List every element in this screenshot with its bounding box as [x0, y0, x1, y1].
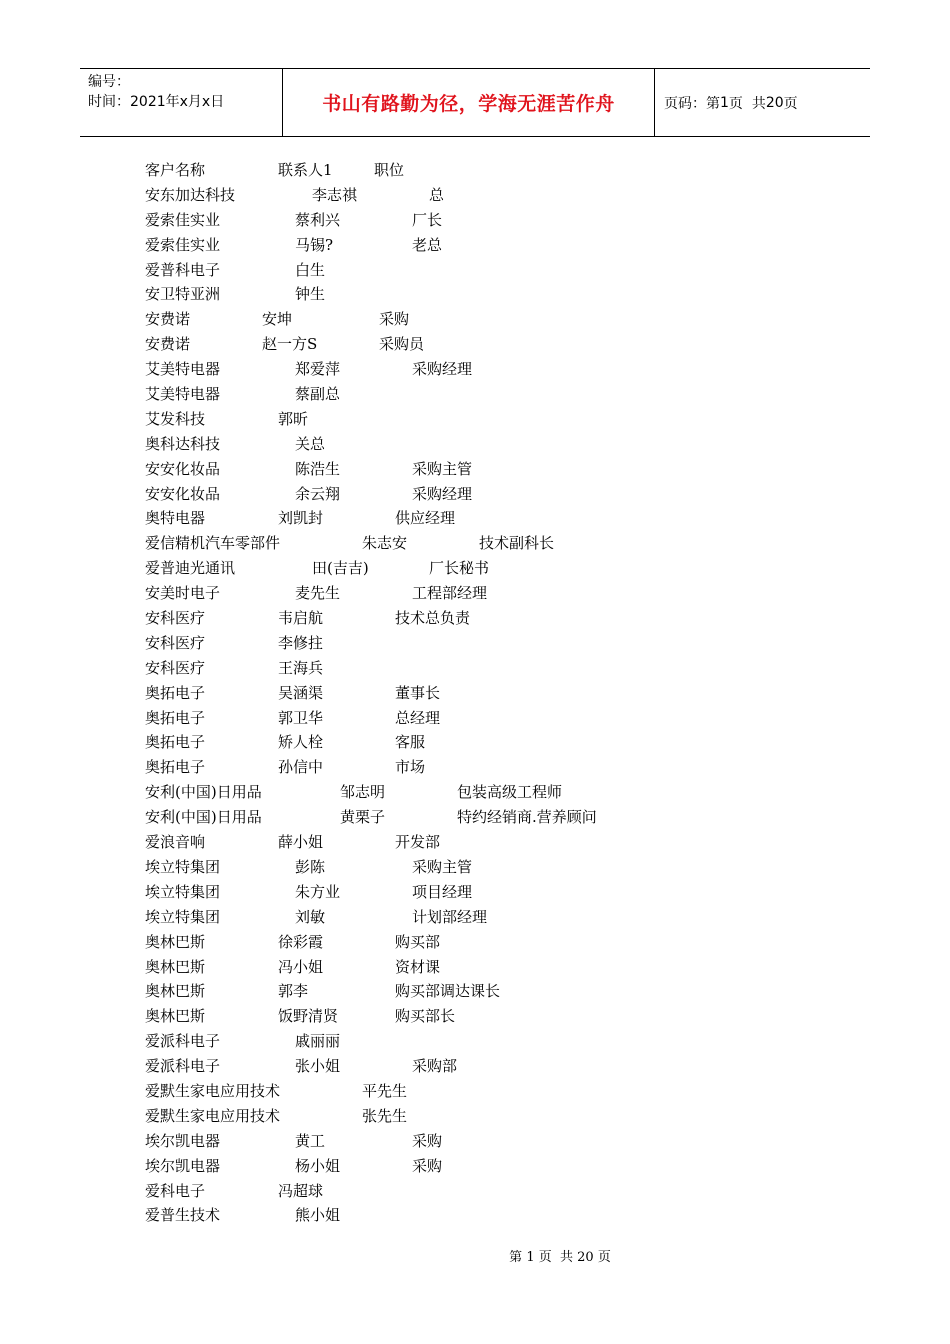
contact-name: 马锡? [295, 235, 334, 254]
page-suffix: 页 [783, 95, 798, 112]
contact-title: 采购主管 [412, 857, 473, 876]
contact-title: 老总 [412, 235, 443, 254]
customer-name: 爱信精机汽车零部件 [145, 534, 281, 553]
contact-name: 李志祺 [312, 185, 358, 204]
customer-name: 爱索佳实业 [145, 235, 221, 254]
customer-name: 埃立特集团 [145, 907, 221, 926]
contact-title: 包装高级工程师 [457, 783, 563, 802]
contact-name: 矫人栓 [278, 733, 324, 752]
customer-name: 安东加达科技 [145, 185, 236, 204]
customer-name: 安科医疗 [145, 633, 206, 652]
customer-name: 艾美特电器 [145, 360, 221, 379]
contact-name: 薛小姐 [278, 833, 324, 852]
contact-name: 刘凯封 [278, 509, 324, 528]
customer-name: 奥科达科技 [145, 434, 221, 453]
customer-name: 艾发科技 [145, 409, 206, 428]
contact-name: 李修拄 [278, 633, 324, 652]
contact-name: 彭陈 [295, 857, 326, 876]
header-motto-cell [283, 69, 655, 136]
contact-name: 刘敏 [295, 907, 326, 926]
page-footer [0, 1246, 950, 1265]
contact-title: 采购 [412, 1131, 443, 1150]
customer-name: 艾美特电器 [145, 385, 221, 404]
page-prefix: 页码：第 [664, 95, 720, 112]
customer-name: 爱普迪光通讯 [145, 559, 236, 578]
contact-name: 白生 [295, 260, 326, 279]
contact-name: 田(吉吉) [312, 559, 369, 578]
customer-name: 安利(中国)日用品 [145, 808, 262, 827]
page-total: 20 [765, 94, 784, 111]
contact-name: 张小姐 [295, 1057, 341, 1076]
customer-name: 安卫特亚洲 [145, 285, 221, 304]
contact-name: 赵一方S [262, 335, 318, 354]
page-header [80, 68, 870, 137]
customer-name: 奥拓电子 [145, 683, 206, 702]
contact-name: 冯超球 [278, 1181, 324, 1200]
page-mid: 页 共 [728, 95, 766, 112]
contact-title: 特约经销商.营养顾问 [457, 808, 597, 827]
contact-title: 供应经理 [395, 509, 456, 528]
contact-name: 陈浩生 [295, 459, 341, 478]
contact-name: 徐彩霞 [278, 932, 324, 951]
contact-title: 项目经理 [412, 882, 473, 901]
customer-name: 奥林巴斯 [145, 932, 206, 951]
contact-name: 吴涵渠 [278, 683, 324, 702]
customer-name: 安费诺 [145, 335, 191, 354]
contact-name: 余云翔 [295, 484, 341, 503]
customer-name: 埃立特集团 [145, 857, 221, 876]
contact-name: 朱方业 [295, 882, 341, 901]
contact-title: 采购员 [379, 335, 425, 354]
contact-title: 购买部 [395, 932, 441, 951]
contact-name: 关总 [295, 434, 326, 453]
customer-name: 奥特电器 [145, 509, 206, 528]
customer-name: 奥拓电子 [145, 708, 206, 727]
contact-name: 郭李 [278, 982, 309, 1001]
customer-name: 安科医疗 [145, 658, 206, 677]
customer-name: 安费诺 [145, 310, 191, 329]
footer-prefix: 第 [509, 1250, 523, 1265]
contact-name: 冯小姐 [278, 957, 324, 976]
customer-name: 安安化妆品 [145, 484, 221, 503]
page-current: 1 [720, 94, 729, 111]
customer-name: 客户名称 [145, 161, 206, 179]
customer-name: 爱默生家电应用技术 [145, 1081, 281, 1100]
customer-name: 爱普科电子 [145, 260, 221, 279]
contact-title: 开发部 [395, 833, 441, 852]
contact-name: 麦先生 [295, 584, 341, 603]
contact-title: 总经理 [395, 708, 441, 727]
customer-name: 爱派科电子 [145, 1032, 221, 1051]
customer-name: 安安化妆品 [145, 459, 221, 478]
contact-name: 饭野清贤 [278, 1007, 339, 1026]
contact-name: 蔡利兴 [295, 210, 341, 229]
customer-name: 奥林巴斯 [145, 1007, 206, 1026]
contact-name: 戚丽丽 [295, 1032, 341, 1051]
customer-name: 奥拓电子 [145, 733, 206, 752]
footer-suffix: 页 [597, 1250, 611, 1265]
customer-name: 埃尔凯电器 [145, 1156, 221, 1175]
customer-name: 埃立特集团 [145, 882, 221, 901]
contact-title: 总 [429, 185, 445, 204]
contact-name: 郭卫华 [278, 708, 324, 727]
footer-page-total: 20 [577, 1250, 594, 1265]
customer-name: 奥林巴斯 [145, 957, 206, 976]
contact-title: 采购经理 [412, 484, 473, 503]
customer-name: 爱普生技术 [145, 1206, 221, 1225]
contact-name: 韦启航 [278, 609, 324, 628]
header-page-cell [655, 69, 870, 136]
customer-name: 埃尔凯电器 [145, 1131, 221, 1150]
contact-name: 熊小姐 [295, 1206, 341, 1225]
contact-title: 采购 [412, 1156, 443, 1175]
contact-name: 平先生 [362, 1081, 408, 1100]
customer-name: 安美时电子 [145, 584, 221, 603]
customer-name: 安科医疗 [145, 609, 206, 628]
contact-name: 蔡副总 [295, 385, 341, 404]
contact-name: 郑爱萍 [295, 360, 341, 379]
contact-title: 采购 [379, 310, 410, 329]
contact-name: 张先生 [362, 1106, 408, 1125]
customer-name: 奥林巴斯 [145, 982, 206, 1001]
footer-mid: 页 共 [538, 1250, 573, 1265]
footer-page-current: 1 [526, 1250, 535, 1265]
contact-name: 联系人1 [278, 161, 333, 179]
contact-title: 工程部经理 [412, 584, 488, 603]
contact-name: 杨小姐 [295, 1156, 341, 1175]
contact-title: 职位 [374, 161, 405, 179]
contact-name: 黄工 [295, 1131, 326, 1150]
contact-name: 安坤 [262, 310, 293, 329]
contact-title: 资材课 [395, 957, 441, 976]
contact-name: 黄栗子 [340, 808, 386, 827]
contact-title: 计划部经理 [412, 907, 488, 926]
time-label: 时间：2021年x月x日 [88, 94, 225, 110]
contact-name: 钟生 [295, 285, 326, 304]
contact-title: 采购部 [412, 1057, 458, 1076]
contact-name: 孙信中 [278, 758, 324, 777]
motto-text: 书山有路勤为径，学海无涯苦作舟 [322, 93, 615, 115]
header-meta-cell [80, 69, 283, 136]
number-label: 编号： [88, 74, 130, 90]
customer-name: 安利(中国)日用品 [145, 783, 262, 802]
contact-title: 厂长秘书 [429, 559, 490, 578]
contact-title: 采购经理 [412, 360, 473, 379]
contact-name: 朱志安 [362, 534, 408, 553]
customer-name: 爱默生家电应用技术 [145, 1106, 281, 1125]
customer-name: 奥拓电子 [145, 758, 206, 777]
customer-name: 爱浪音响 [145, 833, 206, 852]
contact-title: 客服 [395, 733, 426, 752]
contact-title: 技术副科长 [479, 534, 555, 553]
contact-name: 王海兵 [278, 658, 324, 677]
contact-name: 邹志明 [340, 783, 386, 802]
customer-name: 爱科电子 [145, 1181, 206, 1200]
contact-title: 市场 [395, 758, 426, 777]
customer-name: 爱派科电子 [145, 1057, 221, 1076]
contact-name: 郭昕 [278, 409, 309, 428]
contact-title: 厂长 [412, 210, 443, 229]
contact-title: 购买部调达课长 [395, 982, 501, 1001]
contact-title: 采购主管 [412, 459, 473, 478]
contact-title: 董事长 [395, 683, 441, 702]
customer-name: 爱索佳实业 [145, 210, 221, 229]
contact-title: 购买部长 [395, 1007, 456, 1026]
contact-title: 技术总负责 [395, 609, 471, 628]
